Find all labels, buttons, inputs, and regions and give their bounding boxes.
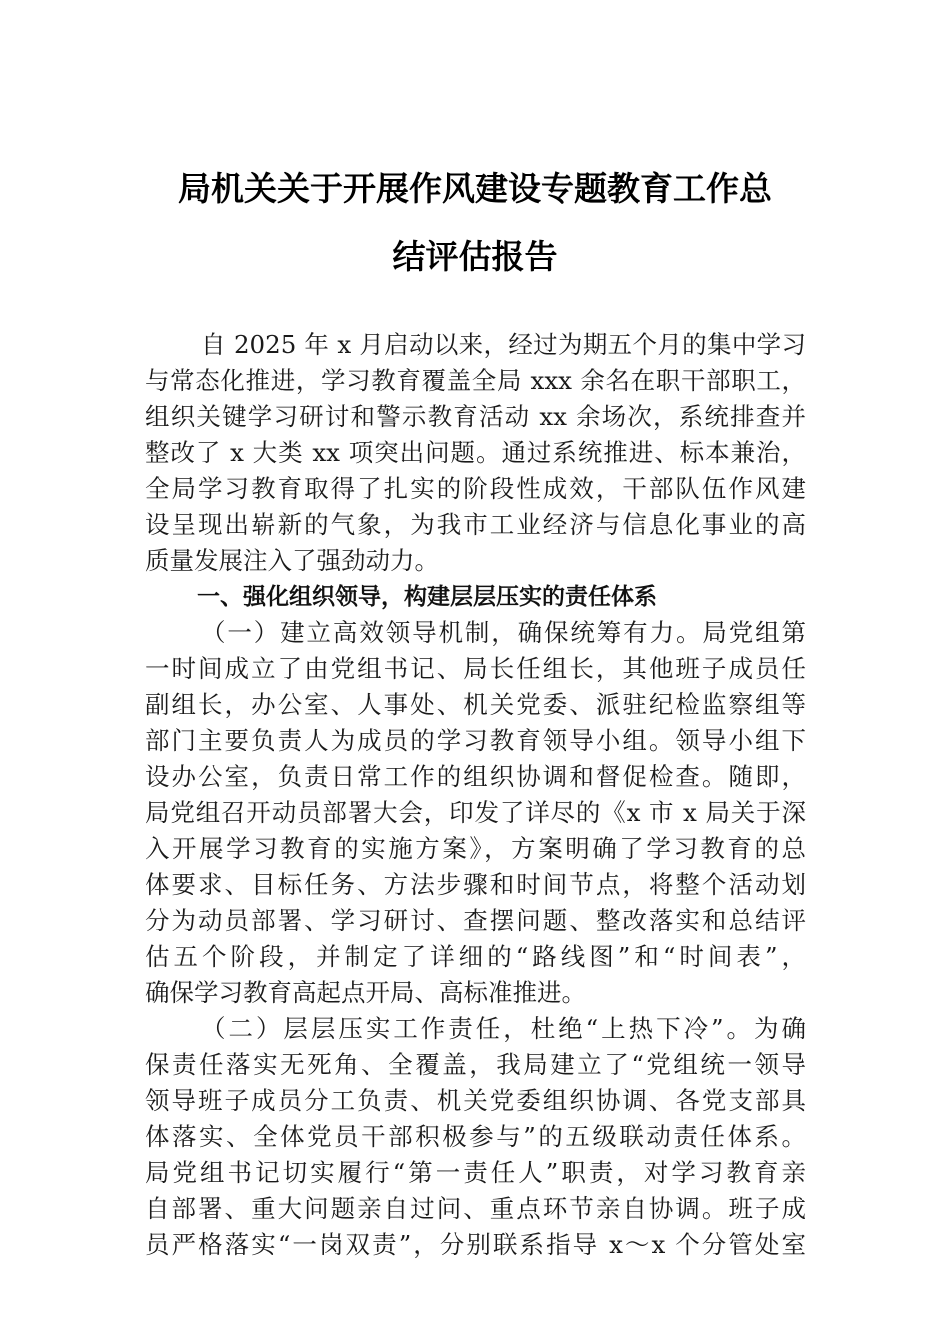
text-line: 局党组召开动员部署大会，印发了详尽的《x 市 x 局关于深 <box>145 798 806 827</box>
text-line: 估五个阶段，并制定了详细的“路线图”和“时间表”， <box>145 942 806 971</box>
document-body <box>145 327 806 1263</box>
text-line: 保责任落实无死角、全覆盖，我局建立了“党组统一领导 <box>145 1050 806 1079</box>
text-line: 全局学习教育取得了扎实的阶段性成效，干部队伍作风建 <box>145 474 806 503</box>
text-line: 设办公室，负责日常工作的组织协调和督促检查。随即， <box>145 762 806 791</box>
text-line: 局党组书记切实履行“第一责任人”职责，对学习教育亲 <box>145 1158 806 1187</box>
text-line: 分为动员部署、学习研讨、查摆问题、整改落实和总结评 <box>145 906 806 935</box>
text-line: 副组长，办公室、人事处、机关党委、派驻纪检监察组等 <box>145 690 806 719</box>
subsection-paragraph-2 <box>145 1011 806 1263</box>
text-line: 部门主要负责人为成员的学习教育领导小组。领导小组下 <box>145 726 806 755</box>
text-line: 员严格落实“一岗双责”，分别联系指导 x～x 个分管处室 <box>145 1230 806 1259</box>
text-line: 体要求、目标任务、方法步骤和时间节点，将整个活动划 <box>145 870 806 899</box>
text-line: 与常态化推进，学习教育覆盖全局 xxx 余名在职干部职工， <box>145 366 806 395</box>
text-line: 入开展学习教育的实施方案》，方案明确了学习教育的总 <box>145 834 806 863</box>
text-line: 自部署、重大问题亲自过问、重点环节亲自协调。班子成 <box>145 1194 806 1223</box>
document-title-line-1: 局机关关于开展作风建设专题教育工作总 <box>178 169 772 208</box>
document-title-line-2: 结评估报告 <box>392 237 558 276</box>
text-line: 设呈现出崭新的气象，为我市工业经济与信息化事业的高 <box>145 510 806 539</box>
text-line: （二）层层压实工作责任，杜绝“上热下冷”。为确 <box>201 1014 806 1043</box>
text-line: 领导班子成员分工负责、机关党委组织协调、各党支部具 <box>145 1086 806 1115</box>
text-line: 组织关键学习研讨和警示教育活动 xx 余场次，系统排查并 <box>145 402 806 431</box>
text-line: 一时间成立了由党组书记、局长任组长，其他班子成员任 <box>145 654 806 683</box>
section-heading-1: 一、强化组织领导，构建层层压实的责任体系 <box>197 584 657 610</box>
text-line: （一）建立高效领导机制，确保统筹有力。局党组第 <box>201 618 806 647</box>
text-line: 自 2025 年 x 月启动以来，经过为期五个月的集中学习 <box>201 330 806 359</box>
text-line: 整改了 x 大类 xx 项突出问题。通过系统推进、标本兼治， <box>145 438 806 467</box>
text-line: 质量发展注入了强劲动力。 <box>145 546 439 575</box>
intro-paragraph <box>145 327 806 579</box>
subsection-paragraph-1 <box>145 615 806 1011</box>
text-line: 体落实、全体党员干部积极参与”的五级联动责任体系。 <box>145 1122 806 1151</box>
text-line: 确保学习教育高起点开局、高标准推进。 <box>145 978 586 1007</box>
